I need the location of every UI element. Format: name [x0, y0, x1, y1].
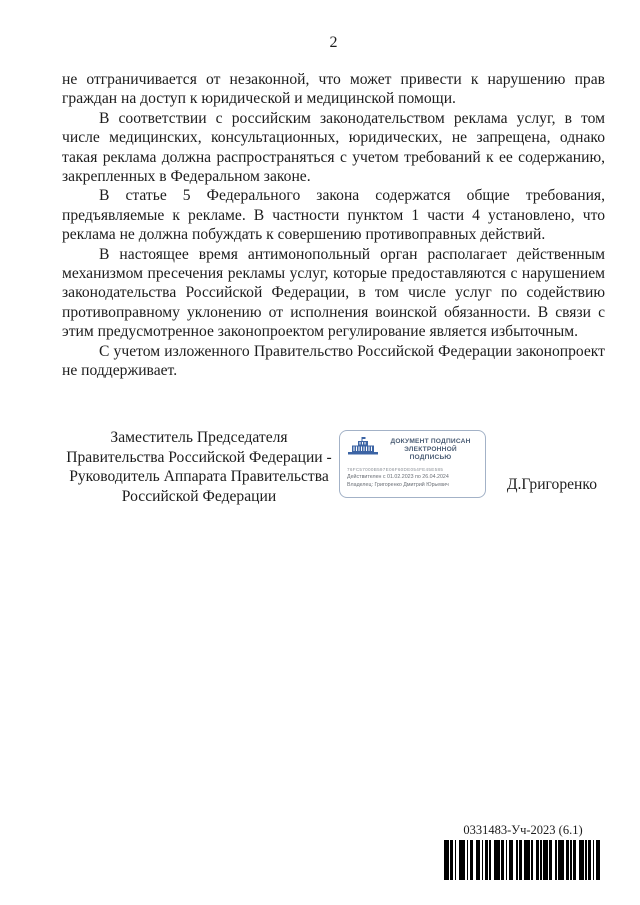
signatory-name: Д.Григоренко	[506, 476, 597, 493]
paragraph: В статье 5 Федерального закона содержатся общие требования, предъявляемые к рекламе. В частности пунктом 1 части 4 установлено, что реклама не должна побуждать к совершению противоправных действий.	[62, 187, 605, 244]
paragraph: В соответствии с российским законодательством реклама услуг, в том числе медицинских, консультационных, юридических, не запрещена, однако такая реклама должна распространяться с учетом требований к ее содержанию, закрепленных в Федеральном законе.	[62, 109, 605, 186]
signatory-title-line: Руководитель Аппарата Правительства	[69, 468, 329, 486]
document-body	[62, 70, 605, 381]
signatory-title-line: Российской Федерации	[121, 487, 277, 505]
stamp-header	[347, 436, 478, 463]
signatory-title	[62, 428, 336, 506]
electronic-signature-stamp	[339, 430, 486, 498]
paragraph: В настоящее время антимонопольный орган располагает действенным механизмом пресечения рекламы услуг, которые предоставляются с нарушением законодательства Российской Федерации, в том числе услуг по содействию противоправному уклонению от исполнения воинской обязанности. В связи с этим предусмотренное законопроектом регулирование является избыточным.	[62, 245, 605, 341]
paragraph: не отграничивается от незаконной, что может привести к нарушению прав граждан на доступ к юридической и медицинской помощи.	[62, 71, 605, 108]
barcode-image	[438, 840, 608, 880]
stamp-title-line1: ДОКУМЕНТ ПОДПИСАН	[390, 437, 471, 445]
barcode-label: 0331483-Уч-2023 (6.1)	[463, 823, 583, 837]
certificate-number: 76FC57000B597E06F60DE054FE45E585	[347, 467, 444, 472]
paragraph: С учетом изложенного Правительство Российской Федерации законопроект не поддерживает.	[62, 342, 605, 380]
stamp-title-line2: ЭЛЕКТРОННОЙ ПОДПИСЬЮ	[404, 445, 457, 461]
signature-block	[62, 428, 610, 506]
certificate-validity: Действителен с 01.02.2023 по 26.04.2024	[347, 474, 449, 480]
signatory-title-line: Заместитель Председателя	[110, 429, 288, 446]
government-building-icon	[347, 436, 379, 463]
document-barcode	[438, 823, 608, 880]
stamp-title	[383, 438, 478, 462]
signatory-title-line: Правительства Российской Федерации -	[66, 448, 332, 466]
certificate-owner: Владелец: Григоренко Дмитрий Юрьевич	[347, 482, 449, 488]
page-number: 2	[329, 34, 338, 51]
